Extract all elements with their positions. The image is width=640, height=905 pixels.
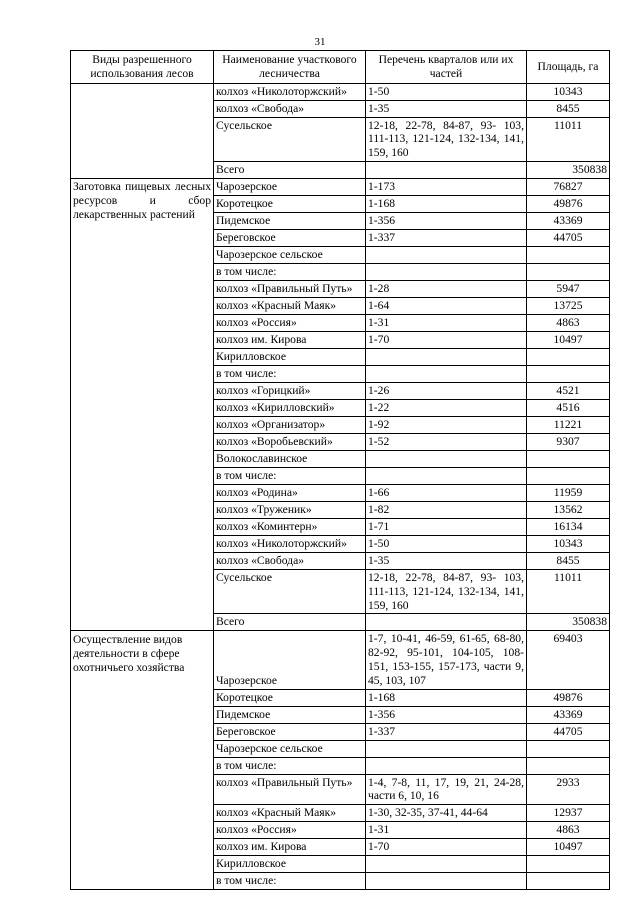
forestry-cell: колхоз «Родина» (214, 484, 366, 501)
forestry-cell: колхоз «Труженик» (214, 501, 366, 518)
quarters-cell: 1-50 (366, 535, 527, 552)
header-quarters: Перечень кварталов или их частей (366, 51, 527, 84)
quarters-cell: 1-337 (366, 229, 527, 246)
area-cell: 350838 (527, 161, 610, 178)
quarters-cell: 1-356 (366, 212, 527, 229)
quarters-cell: 1-31 (366, 822, 527, 839)
forestry-cell: Коротецкое (214, 195, 366, 212)
quarters-cell: 1-337 (366, 723, 527, 740)
quarters-cell: 1-71 (366, 518, 527, 535)
quarters-cell (366, 740, 527, 757)
quarters-cell (366, 873, 527, 890)
area-cell (527, 263, 610, 280)
forestry-cell: колхоз «Правильный Путь» (214, 280, 366, 297)
forestry-cell: колхоз «Красный Маяк» (214, 805, 366, 822)
quarters-cell (366, 246, 527, 263)
area-cell: 13562 (527, 501, 610, 518)
quarters-cell: 1-31 (366, 314, 527, 331)
forestry-cell: колхоз им. Кирова (214, 839, 366, 856)
quarters-cell: 1-64 (366, 297, 527, 314)
quarters-cell: 1-50 (366, 83, 527, 100)
area-cell: 4863 (527, 314, 610, 331)
area-cell (527, 873, 610, 890)
area-cell: 11011 (527, 569, 610, 613)
area-cell: 43369 (527, 212, 610, 229)
forestry-cell: Чарозерское (214, 178, 366, 195)
forestry-cell: колхоз «Николоторжский» (214, 83, 366, 100)
forestry-cell: колхоз «Свобода» (214, 552, 366, 569)
quarters-cell (366, 467, 527, 484)
quarters-cell (366, 263, 527, 280)
area-cell: 44705 (527, 723, 610, 740)
area-cell (527, 757, 610, 774)
quarters-cell: 1-4, 7-8, 11, 17, 19, 21, 24-28, части 6, 10, 16 (366, 774, 527, 805)
area-cell (527, 348, 610, 365)
forestry-cell: колхоз «Свобода» (214, 100, 366, 117)
quarters-cell: 1-92 (366, 416, 527, 433)
forestry-cell: колхоз «Кирилловский» (214, 399, 366, 416)
area-cell: 49876 (527, 689, 610, 706)
forestry-cell: Сусельское (214, 117, 366, 161)
forestry-cell: в том числе: (214, 873, 366, 890)
quarters-cell (366, 450, 527, 467)
quarters-cell: 1-7, 10-41, 46-59, 61-65, 68-80, 82-92, 95-101, 104-105, 108-151, 153-155, 157-173, части 9, 45, 103, 107 (366, 631, 527, 689)
area-cell (527, 856, 610, 873)
area-cell (527, 246, 610, 263)
area-cell: 11221 (527, 416, 610, 433)
quarters-cell: 1-30, 32-35, 37-41, 44-64 (366, 805, 527, 822)
area-cell: 9307 (527, 433, 610, 450)
page-number: 31 (314, 36, 326, 48)
area-cell: 11011 (527, 117, 610, 161)
forestry-cell: колхоз «Организатор» (214, 416, 366, 433)
forestry-cell: Кирилловское (214, 856, 366, 873)
area-cell: 11959 (527, 484, 610, 501)
forestry-cell: колхоз «Правильный Путь» (214, 774, 366, 805)
area-cell (527, 467, 610, 484)
quarters-cell: 1-26 (366, 382, 527, 399)
forestry-cell: Чарозерское сельское (214, 740, 366, 757)
area-cell: 5947 (527, 280, 610, 297)
usage-type-cell: Осуществление видов деятельности в сфере охотничьего хозяйства (71, 631, 214, 890)
forestry-cell: Волокославинское (214, 450, 366, 467)
forestry-cell: колхоз «Николоторжский» (214, 535, 366, 552)
quarters-cell: 1-173 (366, 178, 527, 195)
area-cell: 10497 (527, 331, 610, 348)
quarters-cell: 12-18, 22-78, 84-87, 93- 103, 111-113, 121-124, 132-134, 141, 159, 160 (366, 117, 527, 161)
forestry-cell: колхоз «Коминтерн» (214, 518, 366, 535)
forestry-cell: колхоз «Россия» (214, 822, 366, 839)
forestry-cell: Пидемское (214, 706, 366, 723)
area-cell: 2933 (527, 774, 610, 805)
forestry-cell: Пидемское (214, 212, 366, 229)
forestry-cell: Чарозерское (214, 631, 366, 689)
quarters-cell (366, 161, 527, 178)
area-cell: 49876 (527, 195, 610, 212)
forestry-cell: колхоз «Горицкий» (214, 382, 366, 399)
quarters-cell: 1-70 (366, 331, 527, 348)
forestry-cell: в том числе: (214, 263, 366, 280)
area-cell: 8455 (527, 100, 610, 117)
quarters-cell: 1-66 (366, 484, 527, 501)
forestry-cell: Всего (214, 614, 366, 631)
quarters-cell (366, 757, 527, 774)
area-cell: 8455 (527, 552, 610, 569)
forestry-cell: в том числе: (214, 467, 366, 484)
quarters-cell: 1-22 (366, 399, 527, 416)
forestry-cell: в том числе: (214, 365, 366, 382)
area-cell: 76827 (527, 178, 610, 195)
table-body (71, 83, 610, 890)
quarters-cell: 1-28 (366, 280, 527, 297)
forestry-cell: колхоз им. Кирова (214, 331, 366, 348)
forestry-cell: Коротецкое (214, 689, 366, 706)
area-cell: 10343 (527, 83, 610, 100)
quarters-cell: 1-70 (366, 839, 527, 856)
forestry-cell: Всего (214, 161, 366, 178)
header-forestry: Наименование участкового лесничества (214, 51, 366, 84)
header-area: Площадь, га (527, 51, 610, 84)
forest-usage-table (70, 50, 610, 890)
quarters-cell (366, 856, 527, 873)
forestry-cell: Кирилловское (214, 348, 366, 365)
quarters-cell: 1-168 (366, 195, 527, 212)
area-cell (527, 450, 610, 467)
area-cell: 4863 (527, 822, 610, 839)
forestry-cell: в том числе: (214, 757, 366, 774)
table-header-row (71, 51, 610, 84)
area-cell: 44705 (527, 229, 610, 246)
forestry-cell: Чарозерское сельское (214, 246, 366, 263)
forestry-cell: Береговское (214, 229, 366, 246)
forestry-cell: колхоз «Россия» (214, 314, 366, 331)
area-cell: 4516 (527, 399, 610, 416)
forestry-cell: Береговское (214, 723, 366, 740)
area-cell (527, 740, 610, 757)
forestry-cell: колхоз «Красный Маяк» (214, 297, 366, 314)
quarters-cell: 1-356 (366, 706, 527, 723)
quarters-cell (366, 614, 527, 631)
area-cell: 13725 (527, 297, 610, 314)
quarters-cell: 12-18, 22-78, 84-87, 93- 103, 111-113, 121-124, 132-134, 141, 159, 160 (366, 569, 527, 613)
header-usage: Виды разрешенного использования лесов (71, 51, 214, 84)
quarters-cell (366, 348, 527, 365)
table-row (71, 83, 610, 100)
usage-type-cell: Заготовка пищевых лесных ресурсов и сбор лекарственных растений (71, 178, 214, 630)
quarters-cell: 1-35 (366, 552, 527, 569)
quarters-cell (366, 365, 527, 382)
area-cell: 4521 (527, 382, 610, 399)
table-row (71, 631, 610, 689)
forestry-cell: Сусельское (214, 569, 366, 613)
area-cell (527, 365, 610, 382)
area-cell: 16134 (527, 518, 610, 535)
quarters-cell: 1-82 (366, 501, 527, 518)
usage-type-cell (71, 83, 214, 178)
forestry-cell: колхоз «Воробьевский» (214, 433, 366, 450)
quarters-cell: 1-168 (366, 689, 527, 706)
quarters-cell: 1-35 (366, 100, 527, 117)
area-cell: 69403 (527, 631, 610, 689)
area-cell: 43369 (527, 706, 610, 723)
quarters-cell: 1-52 (366, 433, 527, 450)
area-cell: 10497 (527, 839, 610, 856)
area-cell: 12937 (527, 805, 610, 822)
area-cell: 10343 (527, 535, 610, 552)
table-row (71, 178, 610, 195)
area-cell: 350838 (527, 614, 610, 631)
